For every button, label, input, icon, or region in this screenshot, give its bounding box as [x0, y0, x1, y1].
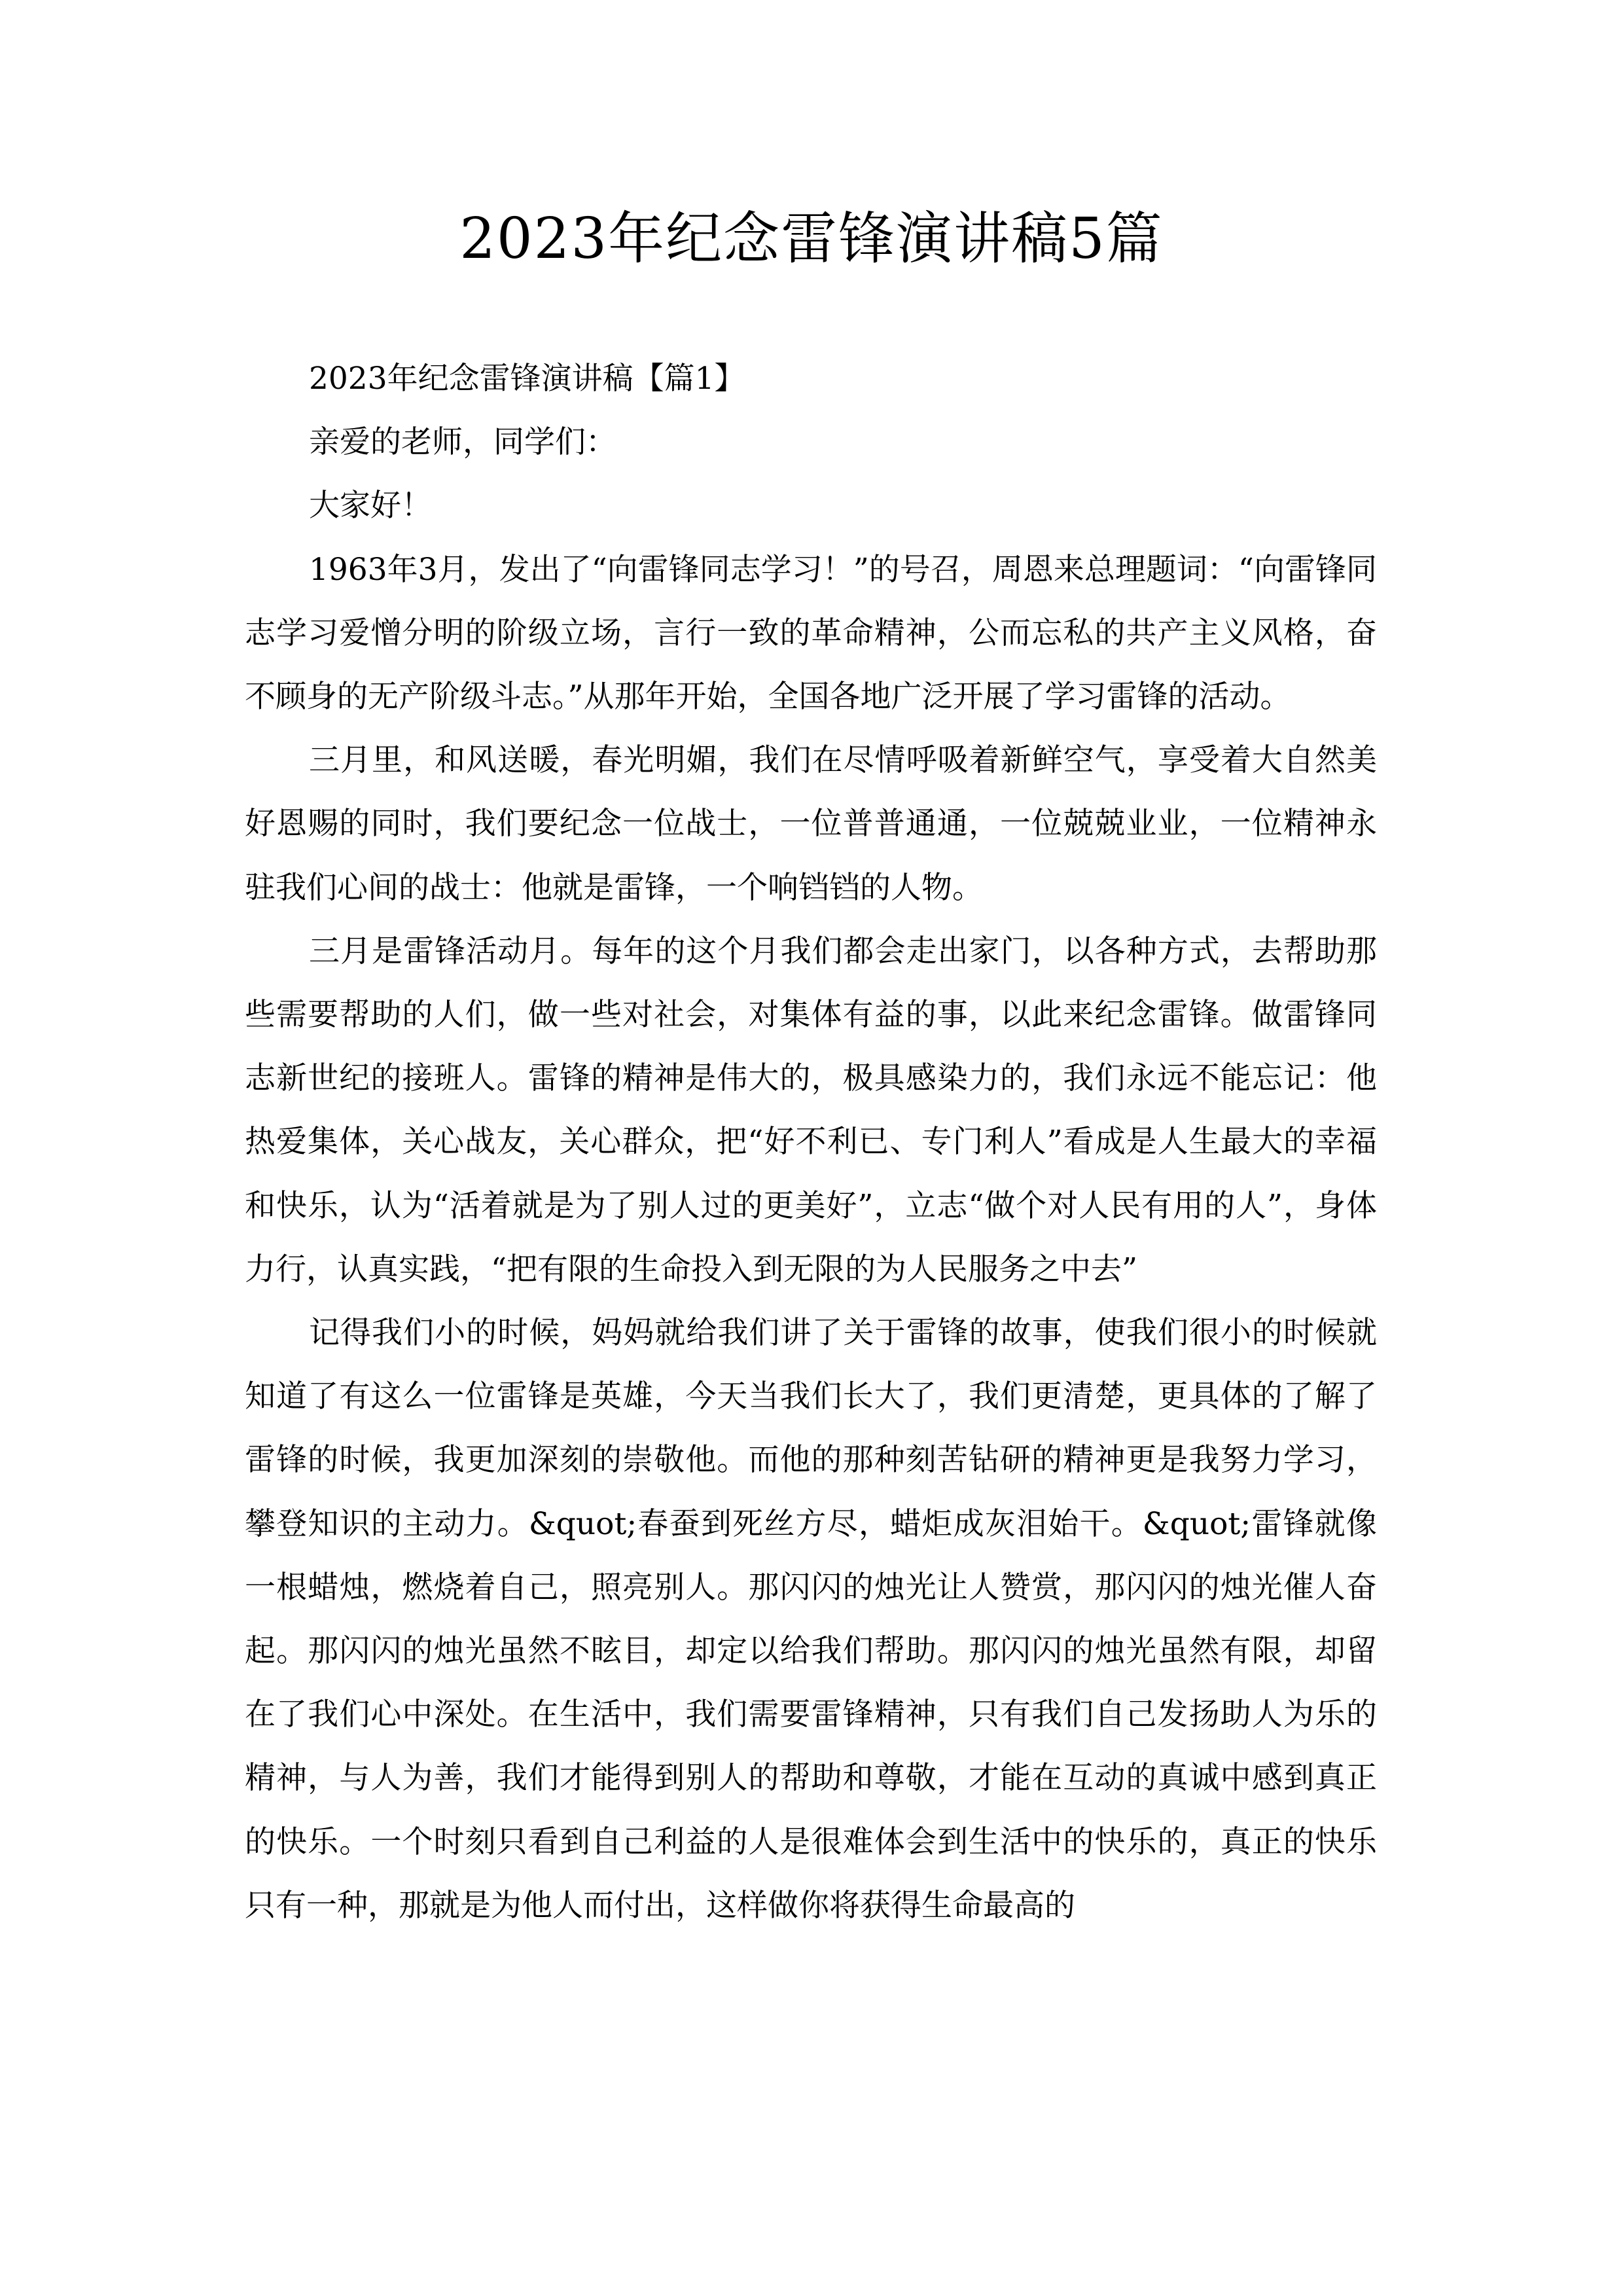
paragraph: 1963年3月，发出了“向雷锋同志学习！”的号召，周恩来总理题词：“向雷锋同志学习爱憎分明的阶级立场，言行一致的革命精神，公而忘私的共产主义风格，奋不顾身的无产阶级斗志。”从那年开始，全国各地广泛开展了学习雷锋的活动。: [245, 551, 1377, 715]
document-title: 2023年纪念雷锋演讲稿5篇: [459, 206, 1164, 272]
paragraph: 三月里，和风送暖，春光明媚，我们在尽情呼吸着新鲜空气，享受着大自然美好恩赐的同时，我们要纪念一位战士，一位普普通通，一位兢兢业业，一位精神永驻我们心间的战士：他就是雷锋，一个响铛铛的人物。: [245, 742, 1377, 906]
salutation: 亲爱的老师，同学们：: [309, 424, 616, 461]
document-body: [245, 347, 1377, 1937]
greeting: 大家好！: [309, 488, 432, 524]
paragraph: 三月是雷锋活动月。每年的这个月我们都会走出家门，以各种方式，去帮助那些需要帮助的人们，做一些对社会，对集体有益的事，以此来纪念雷锋。做雷锋同志新世纪的接班人。雷锋的精神是伟大的，极具感染力的，我们永远不能忘记：他热爱集体，关心战友，关心群众，把“好不利已、专门利人”看成是人生最大的幸福和快乐，认为“活着就是为了别人过的更美好”，立志“做个对人民有用的人”，身体力行，认真实践，“把有限的生命投入到无限的为人民服务之中去”: [245, 933, 1377, 1287]
section-heading: 2023年纪念雷锋演讲稿【篇1】: [309, 361, 745, 397]
paragraph: 记得我们小的时候，妈妈就给我们讲了关于雷锋的故事，使我们很小的时候就知道了有这么一位雷锋是英雄，今天当我们长大了，我们更清楚，更具体的了解了雷锋的时候，我更加深刻的崇敬他。而他的那种刻苦钻研的精神更是我努力学习，攀登知识的主动力。&quot;春蚕到死丝方尽，蜡炬成灰泪始干。&quot;雷锋就像一根蜡烛，燃烧着自己，照亮别人。那闪闪的烛光让人赞赏，那闪闪的烛光催人奋起。那闪闪的烛光虽然不眩目，却定以给我们帮助。那闪闪的烛光虽然有限，却留在了我们心中深处。在生活中，我们需要雷锋精神，只有我们自己发扬助人为乐的精神，与人为善，我们才能得到别人的帮助和尊敬，才能在互动的真诚中感到真正的快乐。一个时刻只看到自己利益的人是很难体会到生活中的快乐的，真正的快乐只有一种，那就是为他人而付出，这样做你将获得生命最高的: [245, 1315, 1377, 1924]
